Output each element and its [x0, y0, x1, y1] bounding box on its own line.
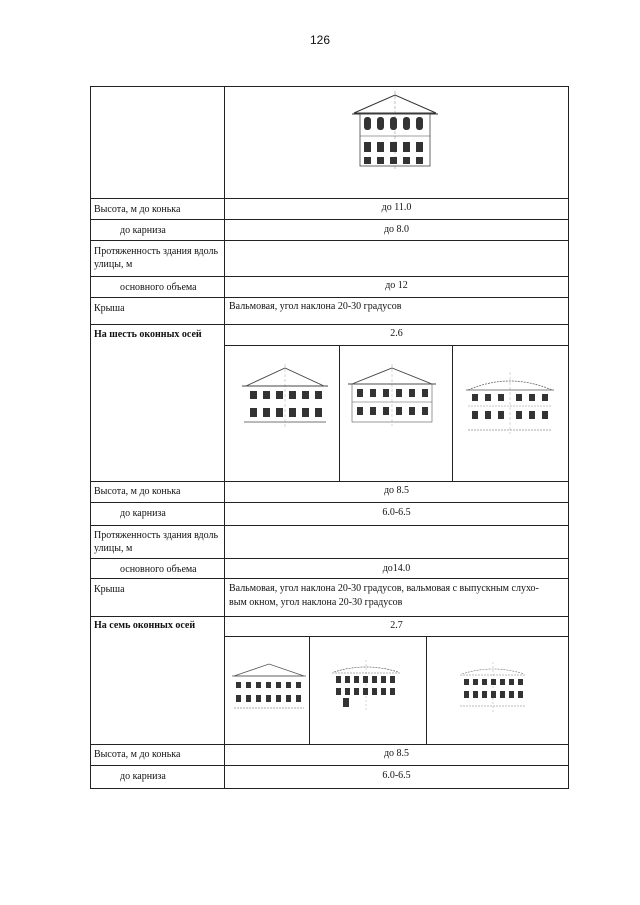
row-divider — [90, 558, 569, 559]
height-cornice-label: до карниза — [120, 771, 166, 782]
row-divider — [90, 788, 569, 789]
row-divider — [90, 481, 569, 482]
row-divider — [90, 198, 569, 199]
table-column-divider — [224, 86, 225, 789]
main-volume-value: до14.0 — [382, 563, 411, 574]
table-border-right — [568, 86, 569, 789]
street-length-label: Протяженность здания вдоль улицы, м — [94, 246, 219, 270]
row-divider — [90, 616, 569, 617]
section-heading-six-axes: На шесть оконных осей — [94, 329, 202, 340]
height-ridge-label: Высота, м до конька — [94, 486, 181, 497]
row-divider — [90, 578, 569, 579]
cell-divider — [309, 636, 310, 744]
cell-divider — [452, 345, 453, 481]
facade-variant-4-illustration — [230, 660, 308, 712]
facade-variant-6-illustration — [456, 662, 530, 712]
height-cornice-value: 6.0-6.5 — [382, 507, 411, 518]
roof-label: Крыша — [94, 584, 125, 595]
section-number-2-7: 2.7 — [390, 620, 403, 631]
height-ridge-label: Высота, м до конька — [94, 749, 181, 760]
street-length-label: Протяженность здания вдоль улицы, м — [94, 530, 219, 554]
row-divider — [90, 324, 569, 325]
roof-value: Вальмовая, угол наклона 20-30 градусов — [229, 301, 402, 312]
main-volume-label: основного объема — [120, 282, 197, 293]
row-divider — [90, 744, 569, 745]
row-divider — [90, 240, 569, 241]
regulations-table — [90, 86, 569, 789]
building-facade-illustration — [350, 91, 440, 169]
row-divider — [90, 219, 569, 220]
row-divider — [90, 525, 569, 526]
height-cornice-value: до 8.0 — [383, 224, 410, 235]
row-divider — [224, 636, 569, 637]
facade-variant-5-illustration — [328, 660, 404, 712]
height-ridge-label: Высота, м до конька — [94, 204, 181, 215]
cell-divider — [426, 636, 427, 744]
section-heading-seven-axes: На семь оконных осей — [94, 620, 196, 631]
facade-variant-2-illustration — [346, 364, 438, 426]
section-number-2-6: 2.6 — [390, 328, 403, 339]
row-divider — [90, 276, 569, 277]
row-divider — [90, 765, 569, 766]
page-number: 126 — [309, 33, 331, 47]
main-volume-value: до 12 — [385, 280, 408, 291]
cell-divider — [339, 345, 340, 481]
height-cornice-label: до карниза — [120, 225, 166, 236]
roof-value-line-2: вым окном, угол наклона 20-30 градусов — [229, 597, 403, 608]
row-divider — [90, 502, 569, 503]
roof-label: Крыша — [94, 303, 125, 314]
table-border-top — [90, 86, 569, 87]
roof-value-line-1: Вальмовая, угол наклона 20-30 градусов, вальмовая с выпускным слухо- — [229, 583, 539, 594]
height-ridge-value: до 8.5 — [383, 748, 410, 759]
facade-variant-3-illustration — [462, 372, 558, 434]
facade-variant-1-illustration — [240, 364, 330, 428]
height-cornice-label: до карниза — [120, 508, 166, 519]
height-ridge-value: до 11.0 — [381, 202, 412, 213]
height-ridge-value: до 8.5 — [383, 485, 410, 496]
row-divider — [224, 345, 569, 346]
row-divider — [90, 297, 569, 298]
height-cornice-value: 6.0-6.5 — [382, 770, 411, 781]
table-border-left — [90, 86, 91, 789]
main-volume-label: основного объема — [120, 564, 197, 575]
